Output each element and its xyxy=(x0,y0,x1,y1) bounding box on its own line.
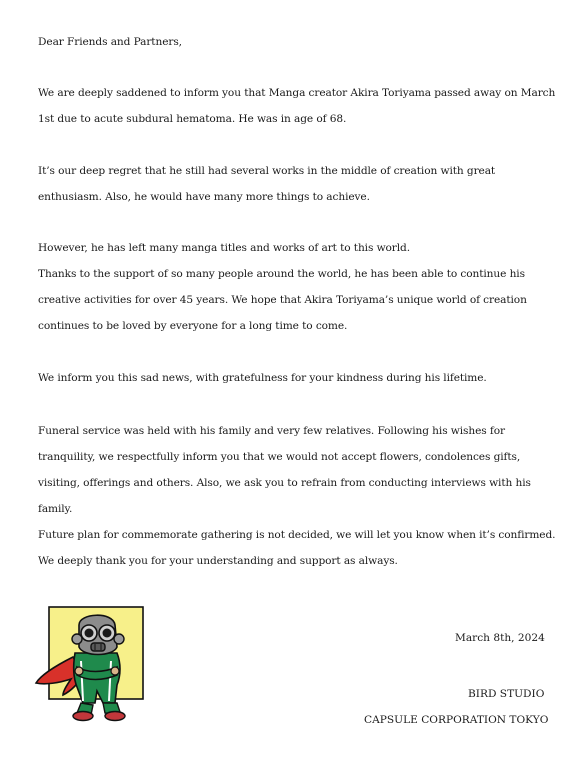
paragraph-5-line-6: We deeply thank you for your understanding and support as always. xyxy=(38,555,398,567)
paragraph-1-line-2: 1st due to acute subdural hematoma. He was in age of 68. xyxy=(38,113,347,125)
signature-capsule-corporation: CAPSULE CORPORATION TOKYO xyxy=(364,714,549,726)
paragraph-2-line-2: enthusiasm. Also, he would have many more things to achieve. xyxy=(38,191,370,203)
paragraph-3-line-4: continues to be loved by everyone for a long time to come. xyxy=(38,320,348,332)
paragraph-1-line-1: We are deeply saddened to inform you that Manga creator Akira Toriyama passed away on March xyxy=(38,87,556,99)
paragraph-5-line-4: family. xyxy=(38,503,73,515)
paragraph-3-line-2: Thanks to the support of so many people around the world, he has been able to continue his xyxy=(38,268,525,280)
paragraph-5-line-1: Funeral service was held with his family and very few relatives. Following his wishes for xyxy=(38,425,505,437)
paragraph-5-line-5: Future plan for commemorate gathering is not decided, we will let you know when it’s confirmed. xyxy=(38,529,556,541)
paragraph-2-line-1: It’s our deep regret that he still had several works in the middle of creation with great xyxy=(38,165,496,177)
paragraph-5-line-2: tranquility, we respectfully inform you that we would not accept flowers, condolences gifts, xyxy=(38,451,521,463)
paragraph-4-line-1: We inform you this sad news, with gratefulness for your kindness during his lifetime. xyxy=(38,372,487,384)
paragraph-3-line-3: creative activities for over 45 years. We hope that Akira Toriyama’s unique world of creation xyxy=(38,294,527,306)
right-shoe xyxy=(105,712,125,721)
left-shoe xyxy=(73,712,93,721)
signature-bird-studio: BIRD STUDIO xyxy=(468,688,545,700)
paragraph-3-line-1: However, he has left many manga titles and works of art to this world. xyxy=(38,242,411,254)
letter-date: March 8th, 2024 xyxy=(455,632,545,644)
robot-mascot-illustration xyxy=(33,603,161,725)
salutation: Dear Friends and Partners, xyxy=(38,36,182,48)
paragraph-5-line-3: visiting, offerings and others. Also, we ask you to refrain from conducting interviews with his xyxy=(38,477,531,489)
